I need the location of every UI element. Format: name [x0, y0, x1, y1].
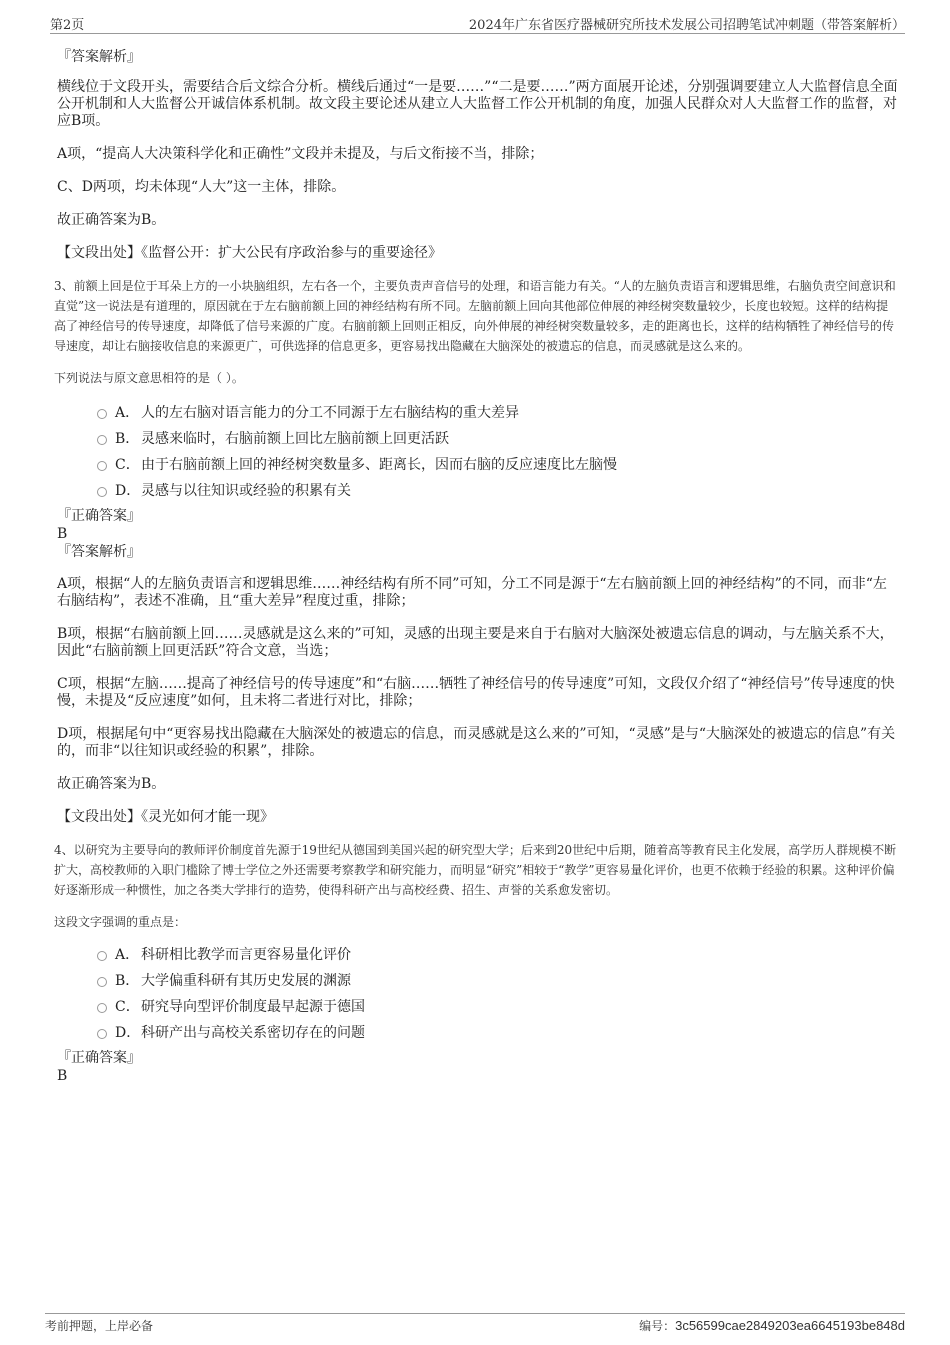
question-3-prompt: 下列说法与原文意思相符的是（ ）。 [54, 371, 244, 385]
analysis-paragraph: 故正确答案为B。 [57, 212, 166, 228]
analysis-paragraph: D项，根据尾句中“更容易找出隐藏在大脑深处的被遗忘的信息，而灵感就是这么来的”可知，“灵感”是与“大脑深处的被遗忘的信息”有关的，而非“以往知识或经验的积累”，排除。 [57, 726, 896, 759]
option-d[interactable]: D．灵感与以往知识或经验的积累有关 [57, 482, 899, 508]
question-4-options [57, 946, 899, 1050]
option-text: 科研相比教学而言更容易量化评价 [141, 947, 351, 963]
radio-button[interactable] [97, 951, 107, 961]
option-text: 科研产出与高校关系密切存在的问题 [141, 1025, 365, 1041]
document-code [639, 1317, 905, 1334]
correct-answer-heading: 『正确答案』 [57, 508, 141, 524]
option-text: 灵感与以往知识或经验的积累有关 [141, 483, 351, 499]
option-c[interactable]: C．研究导向型评价制度最早起源于德国 [57, 998, 899, 1024]
document-title: 2024年广东省医疗器械研究所技术发展公司招聘笔试冲刺题（带答案解析） [468, 18, 905, 33]
analysis-paragraph: A项，根据“人的左脑负责语言和逻辑思维……神经结构有所不同”可知，分工不同是源于“左右脑前额上回的神经结构”的不同，而非“左右脑结构”，表述不准确，且“重大差异”程度过重，排除； [57, 576, 887, 609]
analysis-paragraph: 故正确答案为B。 [57, 776, 166, 792]
option-c[interactable]: C．由于右脑前额上回的神经树突数量多、距离长，因而右脑的反应速度比左脑慢 [57, 456, 899, 482]
page-number: 第2页 [50, 18, 85, 33]
footer-slogan: 考前押题，上岸必备 [45, 1319, 154, 1333]
correct-answer: B [57, 526, 68, 542]
option-text: 大学偏重科研有其历史发展的渊源 [141, 973, 351, 989]
analysis-paragraph: 横线位于文段开头，需要结合后文综合分析。横线后通过“一是要……”“二是要……”两方面展开论述，分别强调要建立人大监督信息全面公开机制和人大监督公开诚信体系机制。故文段主要论述从建立人大监督工作公开机制的角度，加强人民群众对人大监督工作的监督，对应B项。 [57, 79, 898, 129]
correct-answer: B [57, 1068, 68, 1084]
source-citation: 【文段出处】《灵光如何才能一现》 [57, 809, 274, 825]
code-value: 3c56599cae2849203ea6645193be848d [675, 1318, 905, 1333]
radio-button[interactable] [97, 1029, 107, 1039]
page-header [50, 14, 905, 34]
option-b[interactable]: B． 大学偏重科研有其历史发展的渊源 [57, 972, 899, 998]
radio-button[interactable] [97, 461, 107, 471]
document-body [54, 44, 899, 1085]
analysis-heading: 『答案解析』 [57, 49, 141, 65]
question-3-options [57, 404, 899, 508]
option-text: 灵感来临时，右脑前额上回比左脑前额上回更活跃 [141, 431, 449, 447]
option-text: 由于右脑前额上回的神经树突数量多、距离长，因而右脑的反应速度比左脑慢 [141, 457, 617, 473]
analysis-paragraph: C、D两项，均未体现“人大”这一主体，排除。 [57, 179, 346, 195]
radio-button[interactable] [97, 1003, 107, 1013]
source-citation: 【文段出处】《监督公开：扩大公民有序政治参与的重要途径》 [57, 245, 442, 261]
option-a[interactable]: A． 人的左右脑对语言能力的分工不同源于左右脑结构的重大差异 [57, 404, 899, 430]
question-3-passage: 3、前额上回是位于耳朵上方的一小块脑组织，左右各一个，主要负责声音信号的处理，和语言能力有关。“人的左脑负责语言和逻辑思维，右脑负责空间意识和直觉”这一说法是有道理的，原因就在于左右脑前额上回的神经结构有所不同。左脑前额上回向其他部位伸展的神经树突数量较少，长度也较短。这样的结构提高了神经信号的传导速度，却降低了信号来源的广度。右脑前额上回则正相反，向外伸展的神经树突数量较多，走的距离也长，这样的结构牺牲了神经信号的传导速度，却让右脑接收信息的来源更广，可供选择的信息更多，更容易找出隐藏在大脑深处的被遗忘的信息，而灵感就是这么来的。 [54, 279, 896, 353]
analysis-paragraph: C项，根据“左脑……提高了神经信号的传导速度”和“右脑……牺牲了神经信号的传导速度”可知，文段仅介绍了“神经信号”传导速度的快慢，未提及“反应速度”如何，且未将二者进行对比，排除； [57, 676, 895, 709]
option-text: 研究导向型评价制度最早起源于德国 [141, 999, 365, 1015]
radio-button[interactable] [97, 487, 107, 497]
analysis-paragraph: B项，根据“右脑前额上回……灵感就是这么来的”可知，灵感的出现主要是来自于右脑对大脑深处被遗忘信息的调动，与左脑关系不大，因此“右脑前额上回更活跃”符合文意，当选； [57, 626, 894, 659]
analysis-paragraph: A项，“提高人大决策科学化和正确性”文段并未提及，与后文衔接不当，排除； [57, 146, 544, 162]
option-b[interactable]: B． 灵感来临时，右脑前额上回比左脑前额上回更活跃 [57, 430, 899, 456]
option-text: 人的左右脑对语言能力的分工不同源于左右脑结构的重大差异 [141, 405, 519, 421]
correct-answer-heading: 『正确答案』 [57, 1050, 141, 1066]
question-4-prompt: 这段文字强调的重点是： [54, 915, 187, 929]
radio-button[interactable] [97, 977, 107, 987]
radio-button[interactable] [97, 435, 107, 445]
option-d[interactable]: D．科研产出与高校关系密切存在的问题 [57, 1024, 899, 1050]
radio-button[interactable] [97, 409, 107, 419]
question-4-passage: 4、以研究为主要导向的教师评价制度首先源于19世纪从德国到美国兴起的研究型大学；后来到20世纪中后期，随着高等教育民主化发展，高学历人群规模不断扩大，高校教师的入职门槛除了博士学位之外还需要考察教学和研究能力，而明显“研究”相较于“教学”更容易量化评价，也更不依赖于经验的积累。这种评价偏好逐渐形成一种惯性，加之各类大学排行的造势，使得科研产出与高校经费、招生、声誉的关系愈发密切。 [54, 843, 897, 897]
analysis-heading: 『答案解析』 [57, 544, 141, 560]
option-a[interactable]: A． 科研相比教学而言更容易量化评价 [57, 946, 899, 972]
page-footer [45, 1313, 905, 1333]
code-label: 编号： [639, 1319, 676, 1333]
